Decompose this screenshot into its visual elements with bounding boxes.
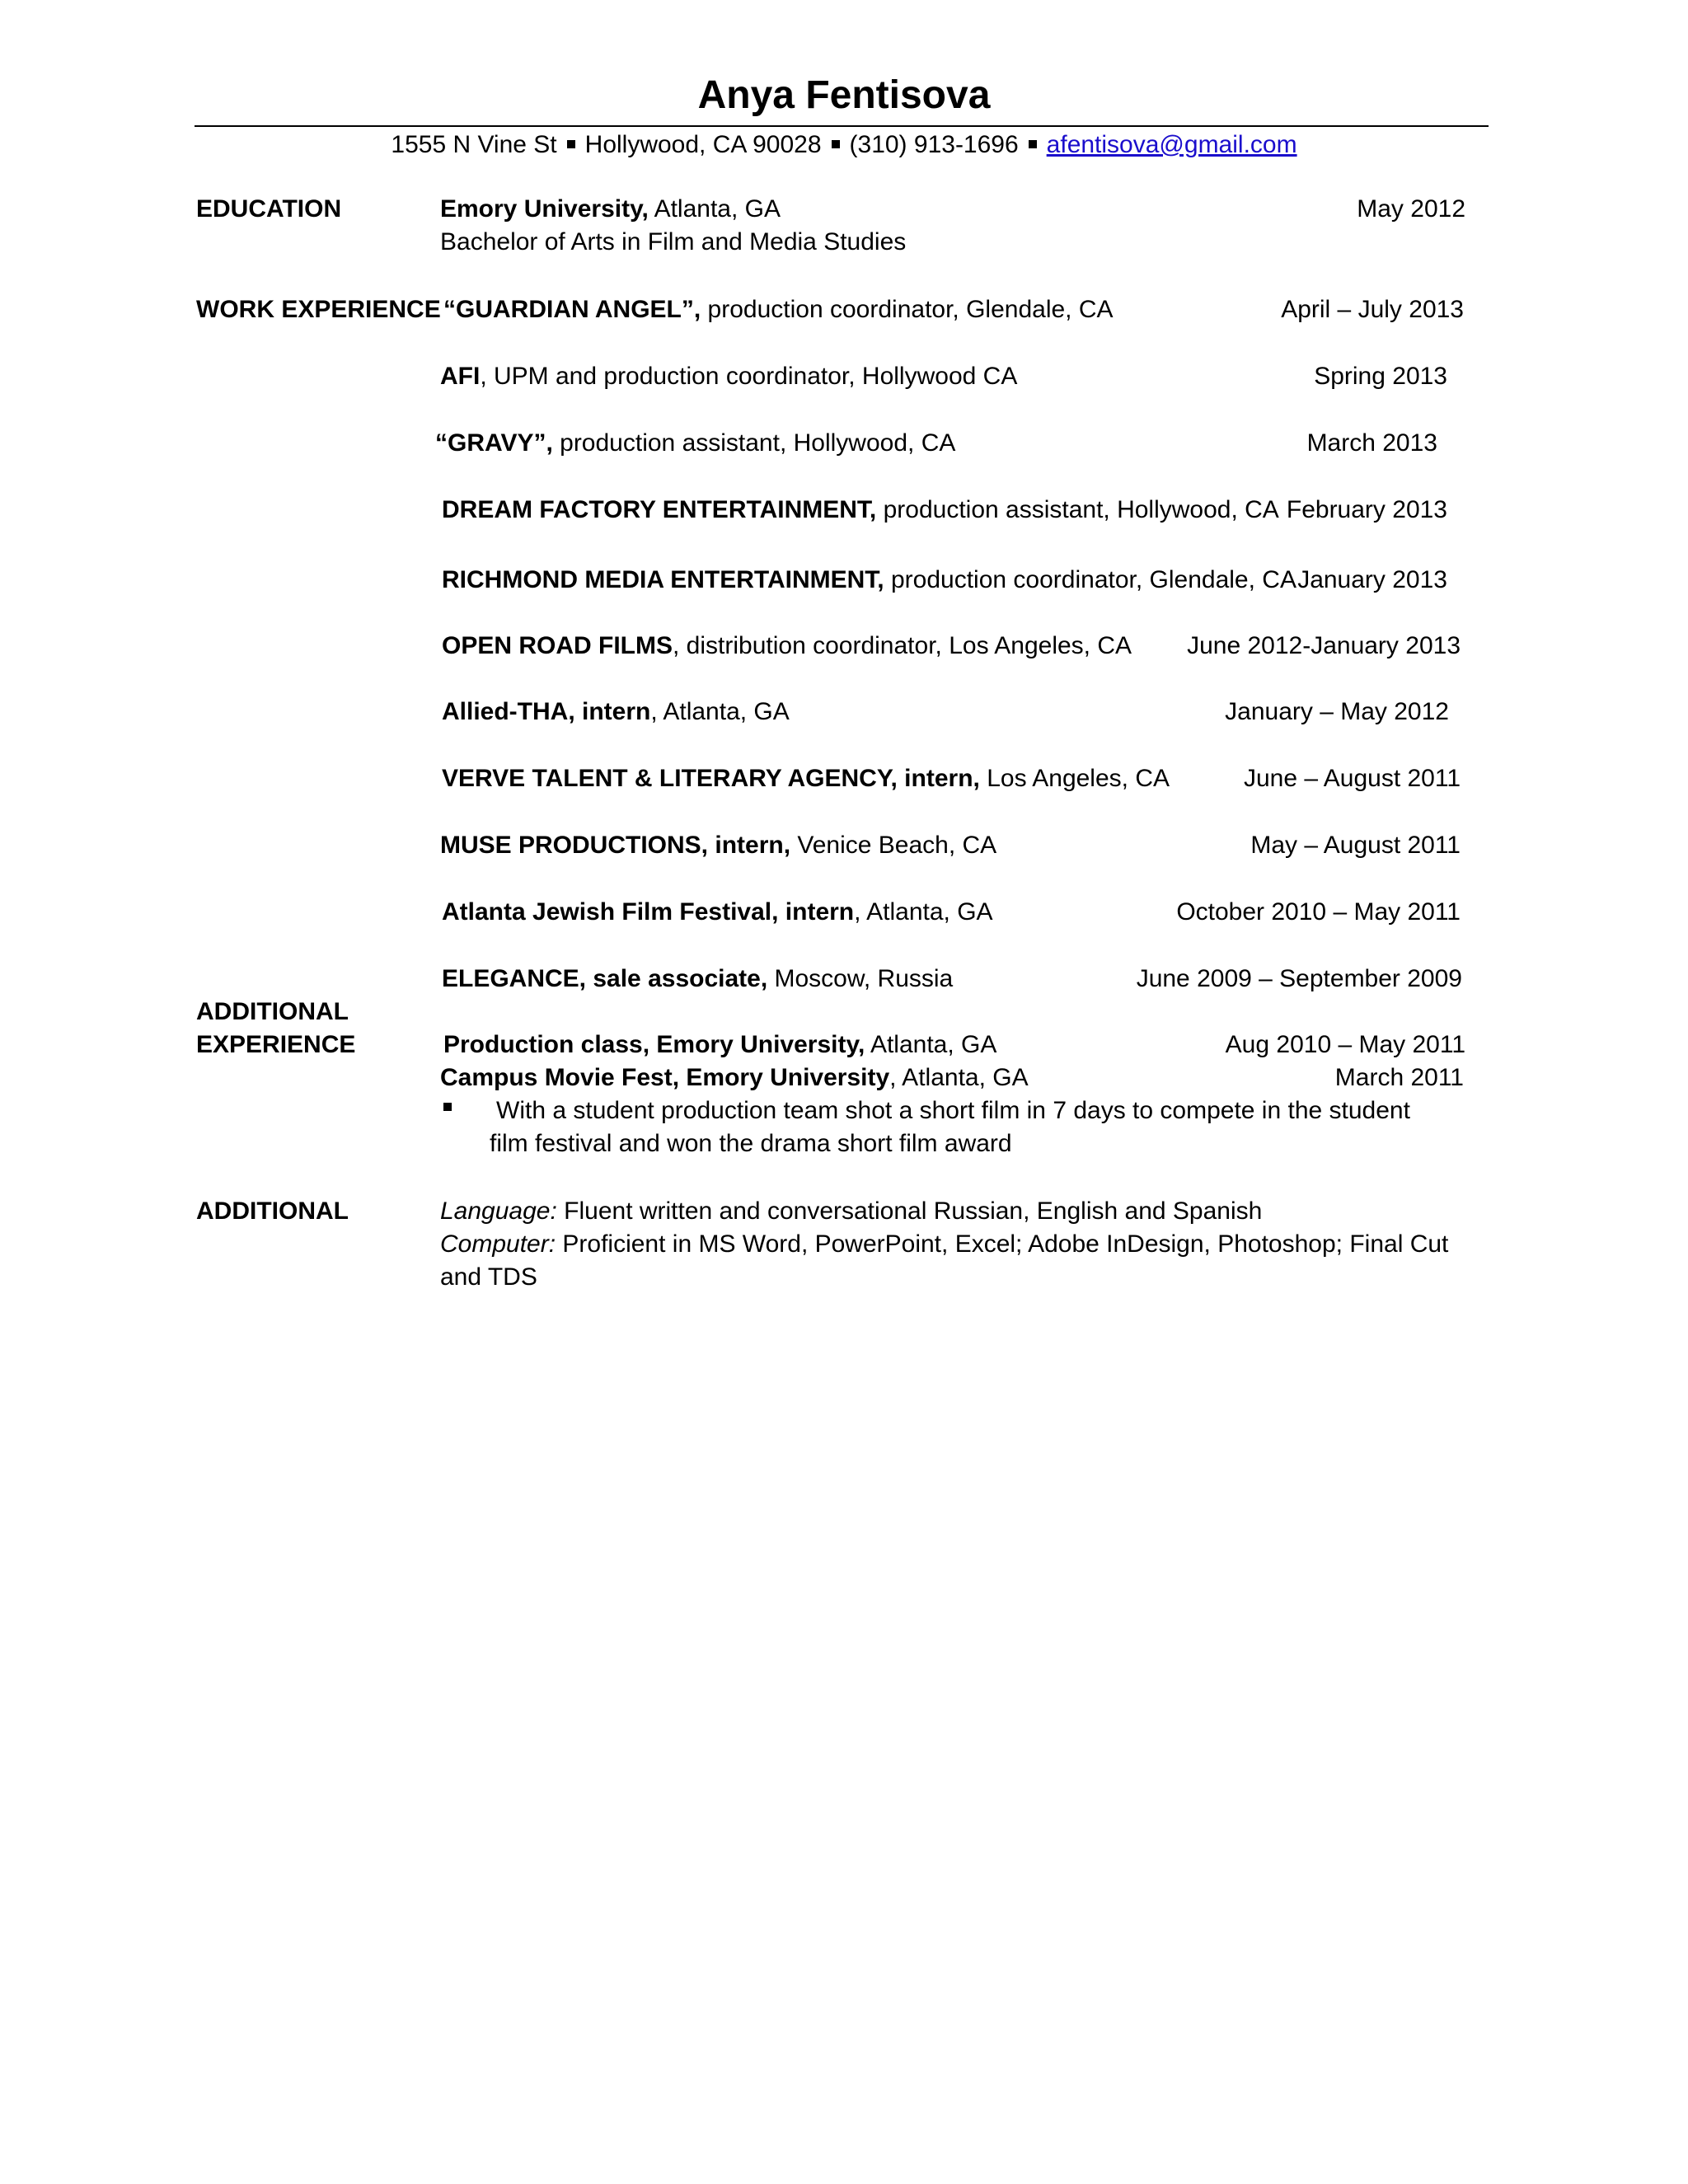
work-detail: Los Angeles, CA	[979, 765, 1170, 792]
computer-text: Proficient in MS Word, PowerPoint, Excel; Adobe InDesign, Photoshop; Final Cut	[556, 1230, 1449, 1258]
activity-name: Production class, Emory University,	[443, 1031, 865, 1058]
work-detail: , UPM and production coordinator, Hollywood CA	[480, 363, 1018, 390]
contact-line	[0, 129, 1688, 162]
activity-name: Campus Movie Fest, Emory University	[440, 1064, 890, 1091]
education-date: May 2012	[1357, 195, 1465, 223]
work-date: May – August 2011	[1250, 832, 1461, 859]
work-date: Spring 2013	[1314, 363, 1447, 390]
work-entry	[442, 494, 1279, 527]
email-link[interactable]: afentisova@gmail.com	[1046, 131, 1297, 158]
city: Hollywood, CA 90028	[584, 131, 822, 158]
education-degree: Bachelor of Arts in Film and Media Studies	[440, 228, 907, 255]
work-employer: “GRAVY”,	[435, 429, 553, 457]
additional-experience-entry	[443, 1029, 996, 1062]
bullet-text-line2: film festival and won the drama short film award	[490, 1130, 1012, 1157]
work-date: April – July 2013	[1281, 296, 1464, 323]
work-entry	[442, 630, 1132, 663]
section-heading-education: EDUCATION	[196, 195, 342, 223]
square-bullet-icon	[832, 140, 840, 148]
work-date: January 2013	[1297, 566, 1447, 593]
work-entry	[435, 427, 955, 460]
work-employer: ELEGANCE, sale associate,	[442, 965, 768, 992]
section-heading-additional: ADDITIONAL	[196, 1197, 349, 1225]
work-date: February 2013	[1286, 496, 1447, 523]
language-text: Fluent written and conversational Russian, English and Spanish	[556, 1197, 1263, 1225]
square-bullet-icon	[443, 1103, 452, 1111]
work-entry	[442, 896, 993, 929]
work-entry	[440, 829, 996, 862]
additional-experience-entry	[440, 1062, 1029, 1094]
work-entry	[440, 360, 1017, 393]
work-employer: DREAM FACTORY ENTERTAINMENT,	[442, 496, 877, 523]
education-school-line	[440, 193, 781, 226]
activity-detail: , Atlanta, GA	[889, 1064, 1029, 1091]
bullet-text-line1: With a student production team shot a short film in 7 days to compete in the student	[496, 1097, 1410, 1124]
work-employer: OPEN ROAD FILMS	[442, 632, 673, 659]
computer-line	[440, 1228, 1448, 1261]
address: 1555 N Vine St	[391, 131, 557, 158]
computer-line-continued: and TDS	[440, 1263, 537, 1291]
header-divider	[195, 125, 1489, 127]
work-detail: production assistant, Hollywood, CA	[552, 429, 956, 457]
section-heading-work: WORK EXPERIENCE	[196, 296, 441, 323]
phone: (310) 913-1696	[849, 131, 1019, 158]
work-date: January – May 2012	[1225, 698, 1449, 725]
work-detail: Moscow, Russia	[767, 965, 954, 992]
activity-detail: Atlanta, GA	[865, 1031, 997, 1058]
work-detail: , Atlanta, GA	[650, 698, 790, 725]
work-date: March 2013	[1306, 429, 1437, 457]
activity-date: March 2011	[1334, 1064, 1464, 1091]
work-employer: VERVE TALENT & LITERARY AGENCY, intern,	[442, 765, 980, 792]
work-detail: production coordinator, Glendale, CA	[884, 566, 1296, 593]
work-date: June 2009 – September 2009	[1136, 965, 1462, 992]
work-employer: “GUARDIAN ANGEL”,	[443, 296, 701, 323]
work-detail: production assistant, Hollywood, CA	[876, 496, 1279, 523]
work-detail: , distribution coordinator, Los Angeles, CA	[673, 632, 1132, 659]
work-detail: production coordinator, Glendale, CA	[701, 296, 1114, 323]
work-date: June 2012-January 2013	[1187, 632, 1461, 659]
square-bullet-icon	[1029, 140, 1037, 148]
square-bullet-icon	[567, 140, 575, 148]
work-employer: Allied-THA, intern	[442, 698, 651, 725]
work-employer: Atlanta Jewish Film Festival, intern	[442, 898, 855, 926]
school-location: Atlanta, GA	[648, 195, 781, 223]
section-heading-additional-experience-line2: EXPERIENCE	[196, 1031, 356, 1058]
work-entry	[442, 564, 1296, 597]
work-employer: AFI	[440, 363, 481, 390]
computer-label: Computer:	[440, 1230, 556, 1258]
work-entry	[442, 963, 953, 996]
work-employer: RICHMOND MEDIA ENTERTAINMENT,	[442, 566, 884, 593]
resume-name: Anya Fentisova	[697, 73, 991, 117]
work-employer: MUSE PRODUCTIONS, intern,	[440, 832, 791, 859]
work-detail: , Atlanta, GA	[854, 898, 993, 926]
work-date: June – August 2011	[1244, 765, 1461, 792]
work-entry	[442, 696, 790, 729]
work-entry	[443, 293, 1114, 326]
work-date: October 2010 – May 2011	[1176, 898, 1461, 926]
language-label: Language:	[440, 1197, 557, 1225]
work-entry	[442, 762, 1170, 795]
language-line	[440, 1195, 1262, 1228]
section-heading-additional-experience-line1: ADDITIONAL	[196, 998, 349, 1025]
school-name: Emory University,	[440, 195, 649, 223]
activity-date: Aug 2010 – May 2011	[1225, 1031, 1465, 1058]
work-detail: Venice Beach, CA	[790, 832, 997, 859]
